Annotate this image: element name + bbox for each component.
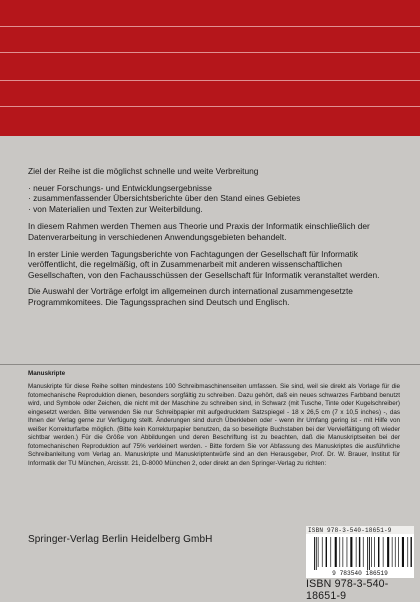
barcode-bar (392, 537, 393, 567)
barcode-digits: 9 783540 186519 (332, 570, 388, 577)
barcode-bar (359, 537, 360, 567)
barcode-bar (343, 537, 344, 567)
barcode-bar (369, 537, 370, 570)
barcode-bar (387, 537, 389, 567)
barcode-bar (367, 537, 368, 570)
barcode-bar (322, 537, 323, 567)
barcode-bar (395, 537, 396, 567)
paragraph-proceedings: In erster Linie werden Tagungsberichte von Fachtagungen der Gesellschaft für Informatik veröffentlicht, die regelmäßig, oft in Zusammenarbeit mit anderen wissenschaftlichen Gesellschaften, von den Fachausschüssen der Gesellschaft für Informatik veranstaltet werden. (28, 248, 380, 280)
barcode-bar (314, 537, 315, 570)
barcode-bar (371, 537, 372, 567)
band-stripe (0, 52, 420, 53)
publisher-name: Springer-Verlag Berlin Heidelberg GmbH (28, 534, 213, 545)
band-stripe (0, 106, 420, 107)
intro-text: Ziel der Reihe ist die möglichst schnelle und weite Verbreitung (28, 166, 259, 176)
goal-list (28, 183, 400, 215)
barcode-bar (316, 537, 317, 570)
barcode-bar (350, 537, 352, 567)
barcode-bar (356, 537, 357, 567)
barcode-bar (335, 537, 337, 567)
isbn-small-label: ISBN 978-3-540-18651-9 (306, 526, 414, 535)
barcode-bars (314, 537, 414, 570)
barcode-bar (374, 537, 375, 567)
manuscript-heading: Manuskripte (28, 370, 66, 377)
cover-color-band (0, 0, 420, 136)
goal-item: · von Materialien und Texten zur Weiterbildung. (28, 203, 203, 214)
isbn-large-label: ISBN 978-3-540-18651-9 (306, 578, 389, 602)
paragraph-themes: In diesem Rahmen werden Themen aus Theorie und Praxis der Informatik einschließlich der Datenverarbeitung in verschiedenen Anwendungsgebieten behandelt. (28, 221, 370, 242)
barcode-bar (407, 537, 408, 567)
barcode-bar (330, 537, 331, 567)
band-stripe (0, 80, 420, 81)
paragraph-selection: Die Auswahl der Vorträge erfolgt im allgemeinen durch international zusammengesetzte Programmkomitees. Die Tagungssprachen sind Deutsch und Englisch. (28, 286, 353, 307)
goal-item: · neuer Forschungs- und Entwicklungsergebnisse (28, 182, 212, 193)
barcode-bar (339, 537, 340, 567)
manuscript-text: Manuskripte für diese Reihe sollten mindestens 100 Schreibmaschinenseiten umfassen. Sie sind, weil sie direkt als Vorlage für die fotomechanische Reproduktion dienen, besonders sorgfältig zu schreiben. Dazu gehört, daß ein neues schwarzes Farbband benutzt wird, und Symbole oder Zeichen, die nicht mit der Maschine zu schreiben sind, in Schwarz (mit Tusche, Tinte oder Kugelschreiber) eingesetzt werden. Bitte verwenden Sie nur Schreibpapier mit aufgedrucktem Satzspiegel - 18 x 26,5 cm (7 x 10,5 inches) -, das Ihnen der Verlag gerne zur Verfügung stellt. Änderungen sind durch Überkleben oder - wenn ihr Umfang gering ist - mit Hilfe von weißer Korrekturfarbe möglich. (Bitte kein Korrekturpapier benutzen, da so beseitigte Buchstaben bei der Vervielfältigung oft wieder sichtbar werden.) Für die Größe von Abbildungen und deren Beschriftung ist zu beachten, daß die Manuskriptseiten bei der fotomechanischen Reproduktion auf 75% verkleinert werden. - Bitte fordern Sie vor Abfassung des Manuskriptes die ausführliche Schreibanleitung vom Verlag an. Manuskripte und Manuskriptentwürfe sind an den Herausgeber, Prof. Dr. W. Brauer, Institut für Informatik der TU München, Arcisstr. 21, D-8000 München 2, oder direkt an den Springer-Verlag zu richten: (28, 383, 400, 467)
section-divider (0, 364, 420, 365)
barcode (306, 534, 414, 578)
barcode-bar (318, 537, 319, 567)
barcode-bar (363, 537, 364, 567)
barcode-bar (347, 537, 348, 567)
barcode-bar (402, 537, 404, 567)
manuscript-section (28, 370, 400, 468)
barcode-graphic (306, 534, 414, 578)
goal-item: · zusammenfassender Übersichtsberichte über den Stand eines Gebietes (28, 193, 301, 204)
barcode-bar (411, 537, 412, 567)
series-description (28, 166, 400, 314)
band-stripe (0, 26, 420, 27)
barcode-bar (378, 537, 379, 567)
barcode-bar (326, 537, 327, 567)
barcode-bar (383, 537, 384, 567)
barcode-bar (398, 537, 399, 567)
